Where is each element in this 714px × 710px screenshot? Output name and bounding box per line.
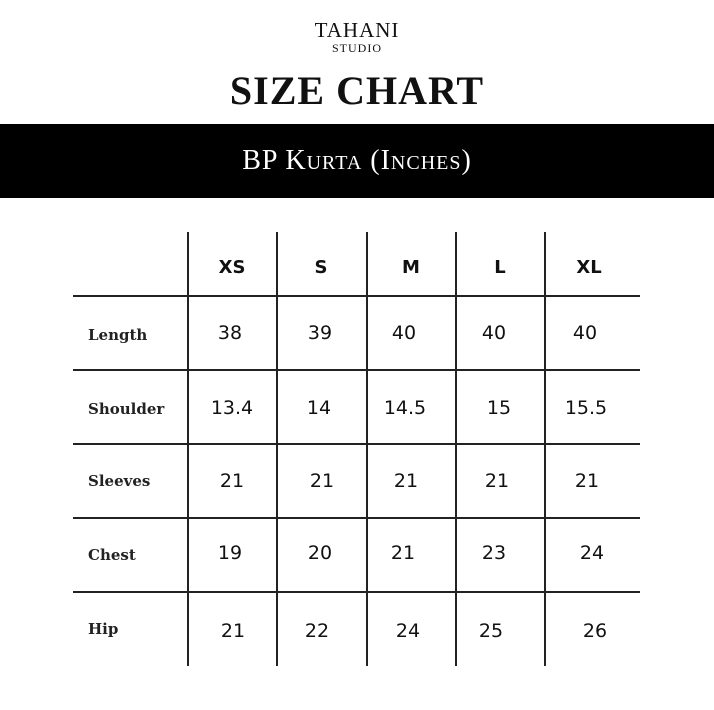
table-divider xyxy=(544,232,546,666)
table-cell: 21 xyxy=(219,470,245,492)
row-label-length: Length xyxy=(88,326,148,344)
row-label-chest: Chest xyxy=(88,546,136,564)
table-cell: 15.5 xyxy=(564,397,608,419)
table-cell: 40 xyxy=(391,322,417,344)
table-cell: 24 xyxy=(579,542,605,564)
brand-subtitle: STUDIO xyxy=(332,41,382,55)
table-cell: 15 xyxy=(486,397,512,419)
table-cell: 24 xyxy=(395,620,421,642)
table-cell: 21 xyxy=(390,542,416,564)
brand-name: TAHANI xyxy=(314,18,400,42)
table-cell: 21 xyxy=(309,470,335,492)
table-cell: 21 xyxy=(574,470,600,492)
table-divider xyxy=(73,369,640,371)
table-cell: 25 xyxy=(478,620,504,642)
size-header-m: M xyxy=(402,257,420,278)
table-cell: 38 xyxy=(217,322,243,344)
size-header-l: L xyxy=(494,257,506,278)
size-header-xs: XS xyxy=(218,257,246,278)
table-divider xyxy=(276,232,278,666)
row-label-sleeves: Sleeves xyxy=(88,472,151,490)
table-cell: 20 xyxy=(307,542,333,564)
table-cell: 26 xyxy=(582,620,608,642)
table-cell: 22 xyxy=(304,620,330,642)
table-cell: 19 xyxy=(217,542,243,564)
table-cell: 23 xyxy=(481,542,507,564)
table-cell: 39 xyxy=(307,322,333,344)
table-cell: 40 xyxy=(572,322,598,344)
size-header-xl: XL xyxy=(576,257,602,278)
table-cell: 21 xyxy=(484,470,510,492)
table-divider xyxy=(73,517,640,519)
table-divider xyxy=(73,295,640,297)
row-label-shoulder: Shoulder xyxy=(88,400,165,418)
table-divider xyxy=(366,232,368,666)
page-title: SIZE CHART xyxy=(229,68,485,113)
table-divider xyxy=(73,591,640,593)
table-cell: 14.5 xyxy=(383,397,427,419)
table-divider xyxy=(187,232,189,666)
table-divider xyxy=(73,443,640,445)
table-cell: 40 xyxy=(481,322,507,344)
table-cell: 13.4 xyxy=(210,397,254,419)
row-label-hip: Hip xyxy=(88,620,119,638)
table-cell: 21 xyxy=(393,470,419,492)
size-header-s: S xyxy=(314,257,328,278)
banner-text: BP Kurta (Inches) xyxy=(242,145,472,176)
table-cell: 14 xyxy=(306,397,332,419)
table-cell: 21 xyxy=(220,620,246,642)
table-divider xyxy=(455,232,457,666)
